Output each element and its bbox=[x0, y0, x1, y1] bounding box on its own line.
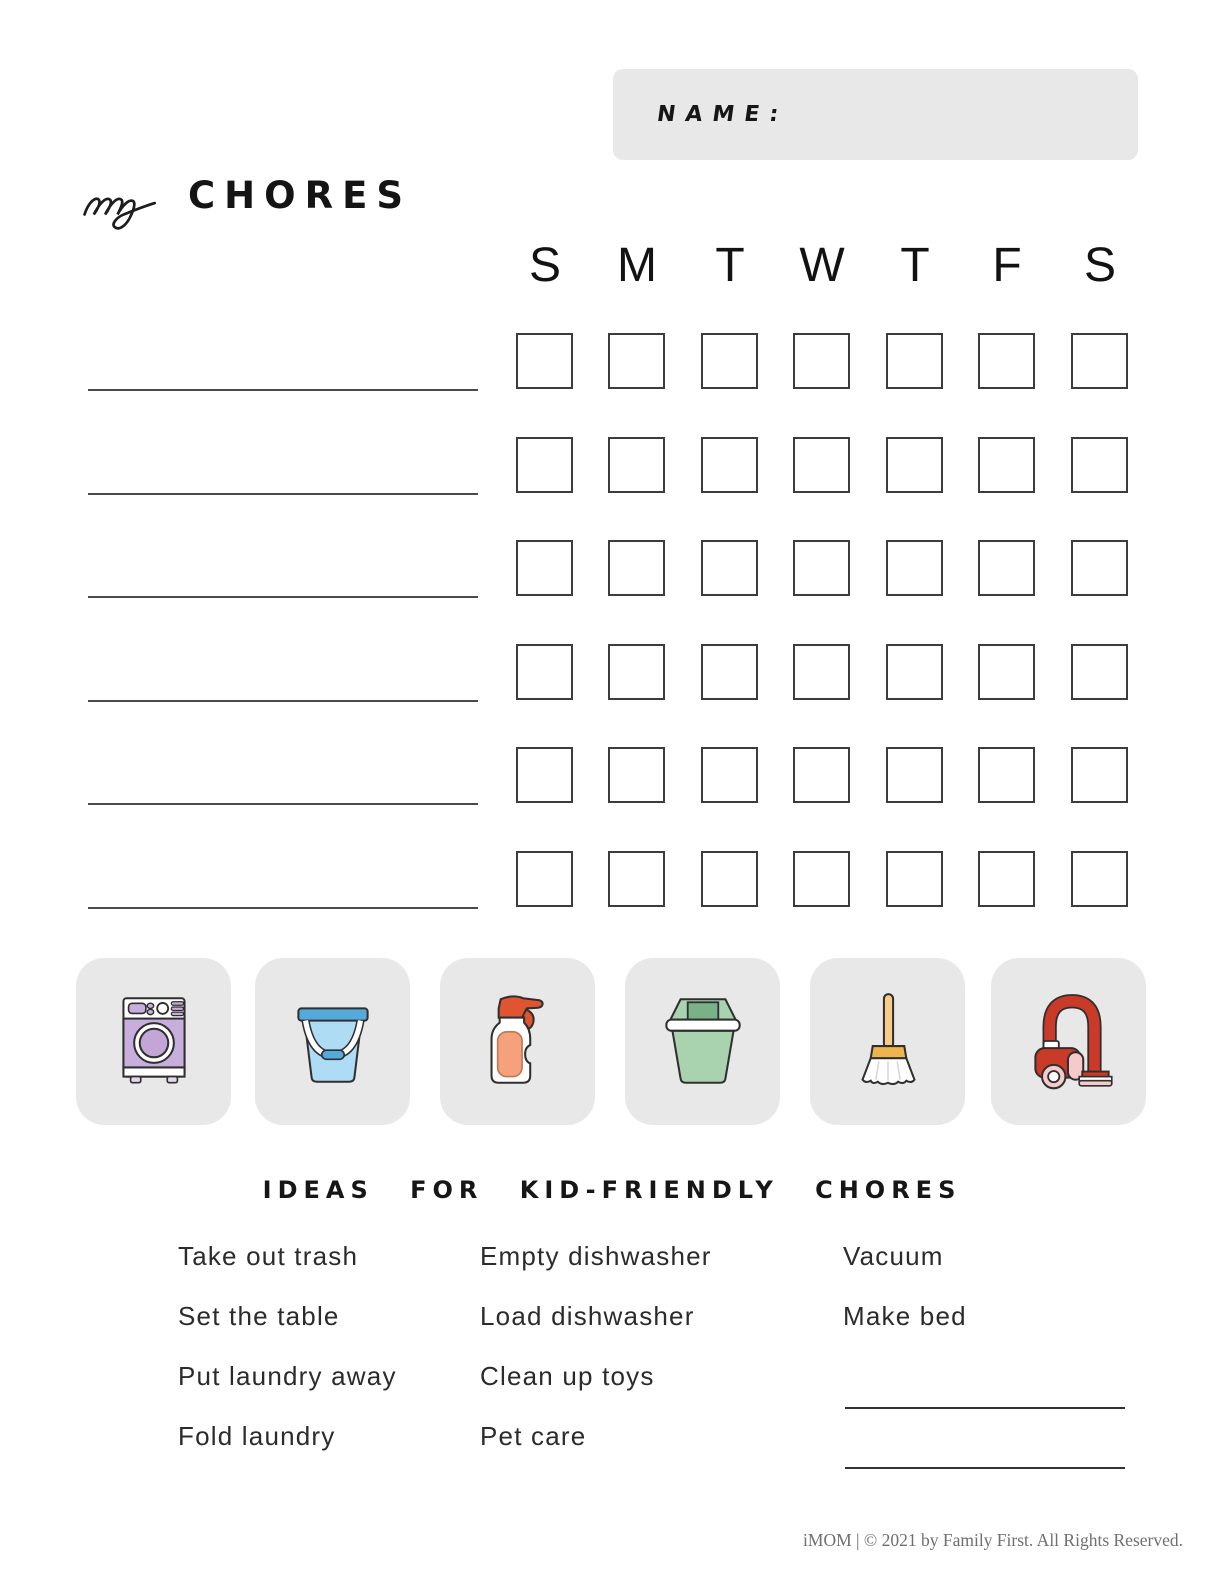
idea-item: Fold laundry bbox=[178, 1421, 336, 1451]
chore-name-line[interactable] bbox=[88, 803, 478, 805]
idea-item: Pet care bbox=[480, 1421, 587, 1451]
chore-name-line[interactable] bbox=[88, 389, 478, 391]
day-checkbox[interactable] bbox=[978, 644, 1035, 700]
day-checkbox[interactable] bbox=[793, 333, 850, 389]
page-title: CHORES bbox=[188, 174, 412, 217]
bucket-icon bbox=[277, 986, 389, 1098]
day-checkbox[interactable] bbox=[701, 540, 758, 596]
ideas-column-2 bbox=[480, 1242, 712, 1482]
ideas-heading: IDEAS FOR KID-FRIENDLY CHORES bbox=[262, 1176, 962, 1204]
idea-item: Vacuum bbox=[843, 1241, 944, 1271]
chore-row bbox=[0, 644, 1224, 702]
day-checkbox[interactable] bbox=[608, 851, 665, 907]
bucket-tile bbox=[255, 958, 410, 1125]
day-checkbox[interactable] bbox=[978, 540, 1035, 596]
day-checkbox[interactable] bbox=[608, 540, 665, 596]
day-checkbox[interactable] bbox=[793, 644, 850, 700]
day-checkbox[interactable] bbox=[516, 747, 573, 803]
ideas-column-1 bbox=[178, 1242, 397, 1482]
day-checkbox[interactable] bbox=[1071, 437, 1128, 493]
day-checkbox[interactable] bbox=[608, 333, 665, 389]
chore-row bbox=[0, 437, 1224, 495]
day-checkbox[interactable] bbox=[978, 437, 1035, 493]
spray-bottle-tile bbox=[440, 958, 595, 1125]
idea-item: Clean up toys bbox=[480, 1361, 655, 1391]
day-checkbox[interactable] bbox=[701, 644, 758, 700]
day-checkbox[interactable] bbox=[886, 644, 943, 700]
trash-can-icon bbox=[647, 986, 759, 1098]
day-checkbox[interactable] bbox=[608, 437, 665, 493]
day-checkbox[interactable] bbox=[978, 333, 1035, 389]
day-checkbox[interactable] bbox=[978, 851, 1035, 907]
idea-item: Set the table bbox=[178, 1301, 340, 1331]
day-checkbox[interactable] bbox=[1071, 747, 1128, 803]
custom-chore-line[interactable] bbox=[845, 1407, 1125, 1409]
day-checkbox[interactable] bbox=[1071, 333, 1128, 389]
broom-tile bbox=[810, 958, 965, 1125]
chore-name-line[interactable] bbox=[88, 700, 478, 702]
idea-item: Load dishwasher bbox=[480, 1301, 695, 1331]
idea-item: Take out trash bbox=[178, 1241, 359, 1271]
chore-row bbox=[0, 747, 1224, 805]
idea-item: Make bed bbox=[843, 1301, 967, 1331]
day-header-sun: S bbox=[528, 239, 561, 292]
name-field[interactable] bbox=[613, 69, 1138, 160]
trash-can-tile bbox=[625, 958, 780, 1125]
day-checkbox[interactable] bbox=[701, 333, 758, 389]
day-checkbox[interactable] bbox=[516, 851, 573, 907]
ideas-column-3 bbox=[843, 1242, 967, 1362]
chore-name-line[interactable] bbox=[88, 596, 478, 598]
vacuum-tile bbox=[991, 958, 1146, 1125]
day-header-wed: W bbox=[799, 239, 845, 292]
day-checkbox[interactable] bbox=[886, 437, 943, 493]
day-checkbox[interactable] bbox=[793, 851, 850, 907]
washing-machine-icon bbox=[98, 986, 210, 1098]
day-header-mon: M bbox=[617, 239, 657, 292]
day-header-tue: T bbox=[715, 239, 745, 292]
day-checkbox[interactable] bbox=[701, 851, 758, 907]
chore-name-line[interactable] bbox=[88, 493, 478, 495]
day-checkbox[interactable] bbox=[886, 851, 943, 907]
day-checkbox[interactable] bbox=[516, 540, 573, 596]
chore-row bbox=[0, 851, 1224, 909]
broom-icon bbox=[832, 986, 944, 1098]
day-checkbox[interactable] bbox=[608, 644, 665, 700]
day-checkbox[interactable] bbox=[886, 333, 943, 389]
day-checkbox[interactable] bbox=[978, 747, 1035, 803]
day-checkbox[interactable] bbox=[886, 747, 943, 803]
day-checkbox[interactable] bbox=[1071, 851, 1128, 907]
day-checkbox[interactable] bbox=[793, 747, 850, 803]
chore-name-line[interactable] bbox=[88, 907, 478, 909]
idea-item: Put laundry away bbox=[178, 1361, 397, 1391]
day-checkbox[interactable] bbox=[516, 644, 573, 700]
chore-row bbox=[0, 333, 1224, 391]
day-header-thu: T bbox=[900, 239, 930, 292]
day-checkbox[interactable] bbox=[793, 437, 850, 493]
spray-bottle-icon bbox=[462, 986, 574, 1098]
name-label: NAME: bbox=[655, 102, 790, 127]
day-checkbox[interactable] bbox=[516, 333, 573, 389]
vacuum-icon bbox=[1013, 986, 1125, 1098]
chore-row bbox=[0, 540, 1224, 598]
day-checkbox[interactable] bbox=[793, 540, 850, 596]
day-checkbox[interactable] bbox=[608, 747, 665, 803]
day-checkbox[interactable] bbox=[1071, 540, 1128, 596]
day-checkbox[interactable] bbox=[1071, 644, 1128, 700]
idea-item: Empty dishwasher bbox=[480, 1241, 712, 1271]
day-checkbox[interactable] bbox=[886, 540, 943, 596]
day-checkbox[interactable] bbox=[516, 437, 573, 493]
washing-machine-tile bbox=[76, 958, 231, 1125]
day-header-fri: F bbox=[992, 239, 1022, 292]
day-checkbox[interactable] bbox=[701, 437, 758, 493]
day-checkbox[interactable] bbox=[701, 747, 758, 803]
title-script-my bbox=[80, 168, 184, 232]
copyright-footer: iMOM | © 2021 by Family First. All Rights Reserved. bbox=[803, 1530, 1183, 1550]
custom-chore-line[interactable] bbox=[845, 1467, 1125, 1469]
day-header-sat: S bbox=[1083, 239, 1116, 292]
